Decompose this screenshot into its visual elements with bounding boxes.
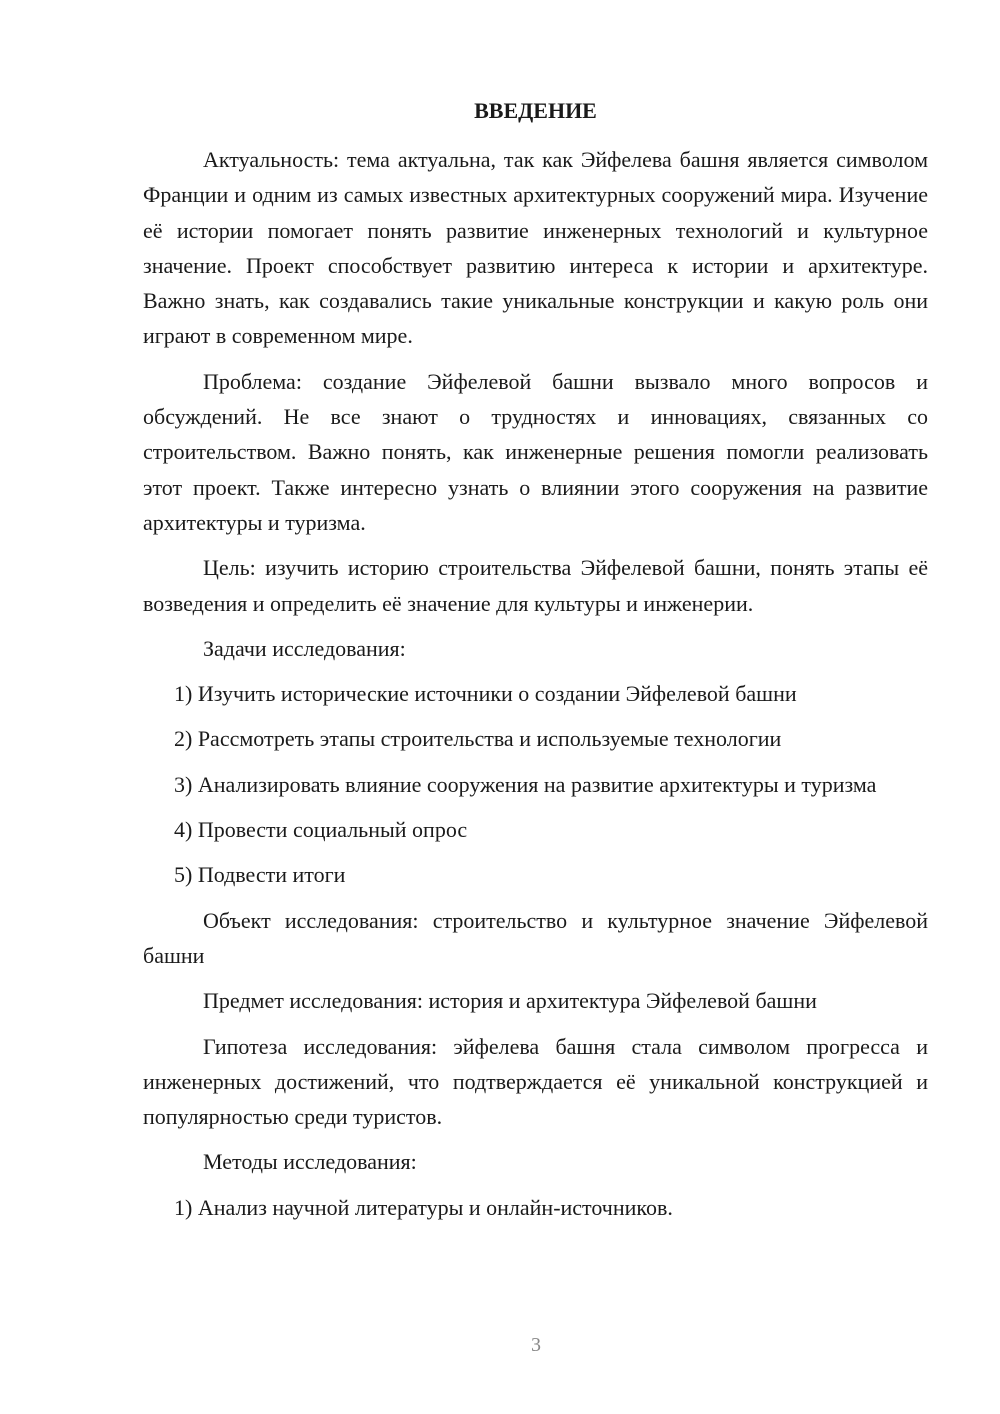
- task-item-5: 5) Подвести итоги: [174, 862, 346, 888]
- section-heading: ВВЕДЕНИЕ: [474, 98, 597, 123]
- task-item-1: 1) Изучить исторические источники о создании Эйфелевой башни: [174, 681, 797, 707]
- page-number: 3: [531, 1334, 541, 1356]
- problem-paragraph: Проблема: создание Эйфелевой башни вызвало много вопросов и обсуждений. Не все знают о трудностях и инновациях, связанных со строительством. Важно понять, как инженерные решения помогли реализовать этот проект. Также интересно узнать о влиянии этого сооружения на развитие архитектуры и туризма.: [143, 368, 928, 535]
- methods-title: Методы исследования:: [203, 1149, 417, 1175]
- method-item-1: 1) Анализ научной литературы и онлайн-источников.: [174, 1194, 673, 1220]
- object-paragraph: Объект исследования: строительство и культурное значение Эйфелевой башни: [143, 907, 928, 968]
- hypothesis-paragraph: Гипотеза исследования: эйфелева башня стала символом прогресса и инженерных достижений, что подтверждается её уникальной конструкцией и популярностью среди туристов.: [143, 1033, 928, 1130]
- tasks-title: Задачи исследования:: [203, 635, 406, 661]
- task-item-2: 2) Рассмотреть этапы строительства и используемые технологии: [174, 726, 782, 752]
- goal-paragraph: Цель: изучить историю строительства Эйфелевой башни, понять этапы её возведения и определить её значение для культуры и инженерии.: [143, 555, 928, 616]
- page-content: [143, 96, 928, 1235]
- relevance-paragraph: Актуальность: тема актуальна, так как Эйфелева башня является символом Франции и одним из самых известных архитектурных сооружений мира. Изучение её истории помогает понять развитие инженерных технологий и культурное значение. Проект способствует развитию интереса к истории и архитектуре. Важно знать, как создавались такие уникальные конструкции и какую роль они играют в современном мире.: [143, 147, 928, 349]
- task-item-4: 4) Провести социальный опрос: [174, 817, 468, 843]
- task-item-3: 3) Анализировать влияние сооружения на развитие архитектуры и туризма: [174, 771, 877, 797]
- subject-paragraph: Предмет исследования: история и архитектура Эйфелевой башни: [203, 988, 817, 1014]
